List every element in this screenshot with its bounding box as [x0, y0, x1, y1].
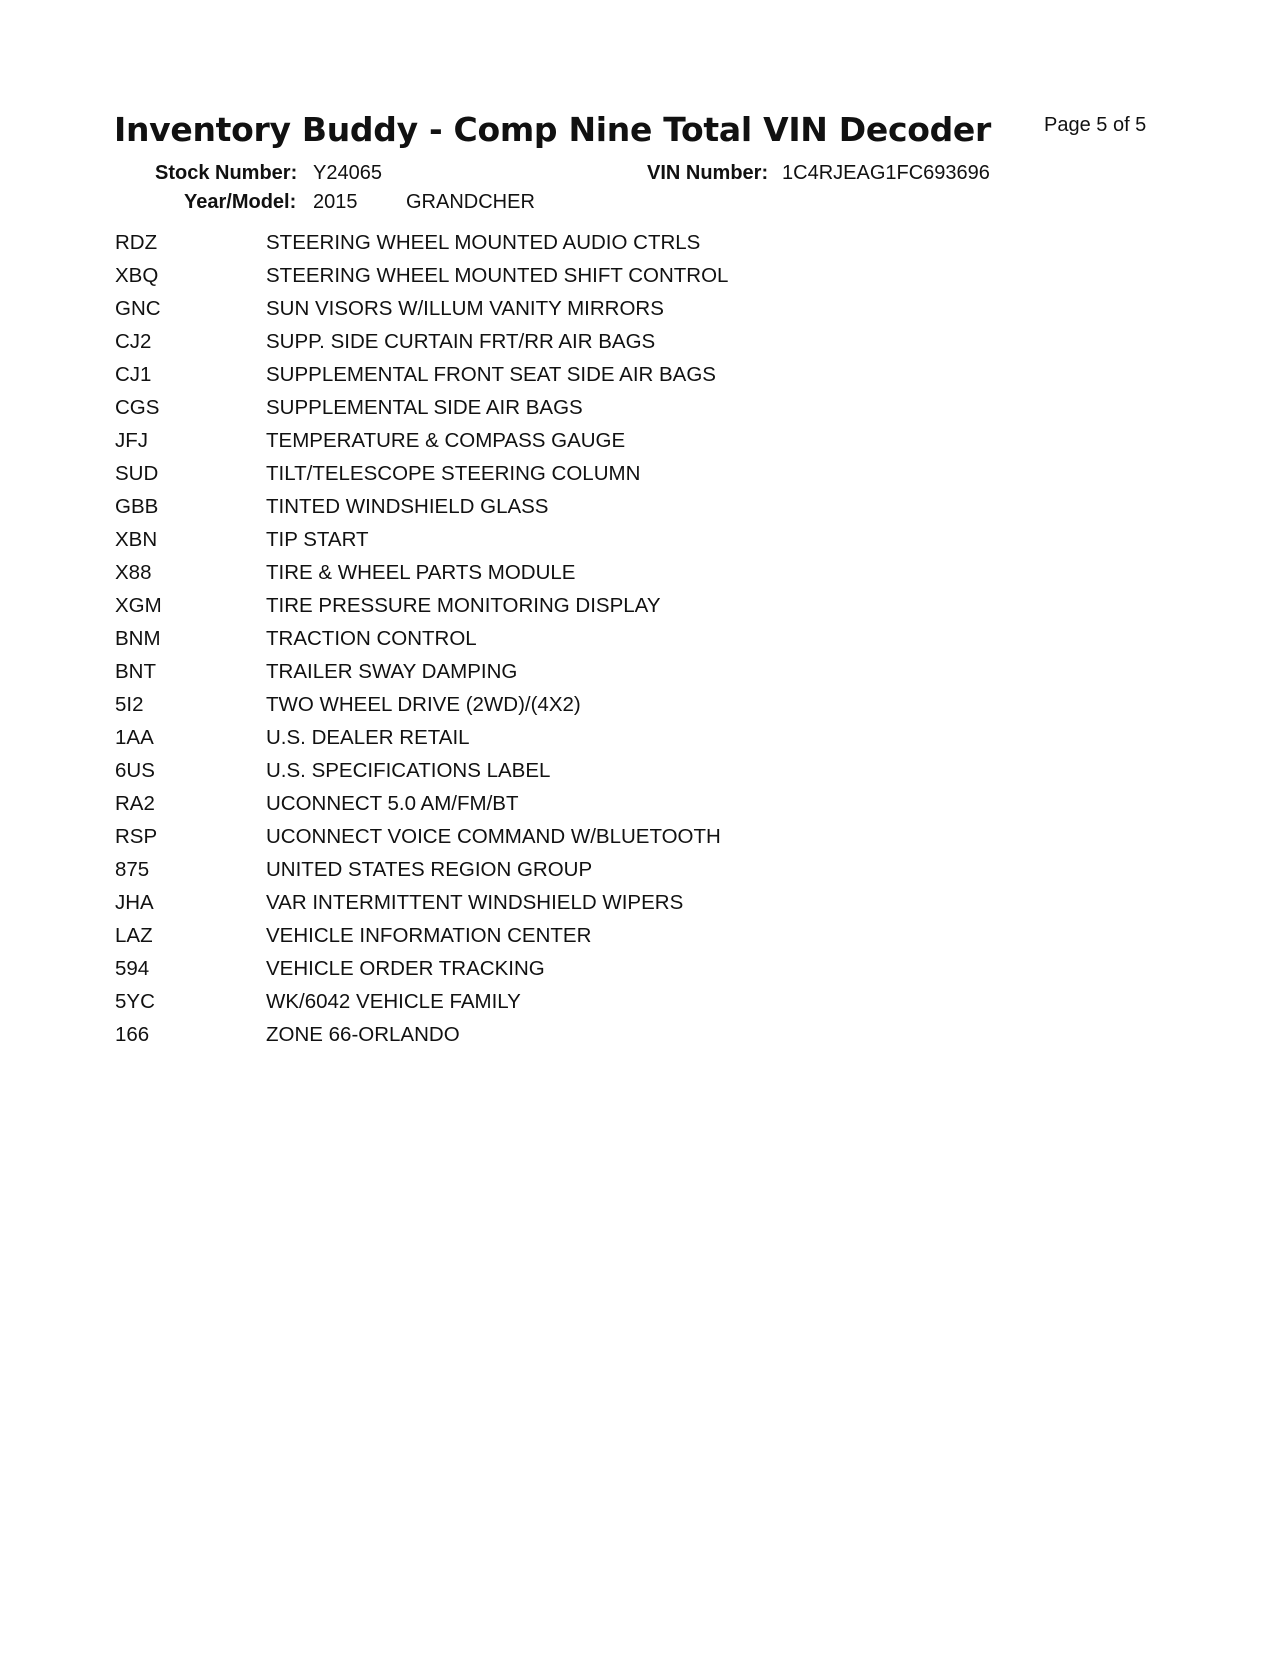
document-title: Inventory Buddy - Comp Nine Total VIN Decoder: [114, 110, 991, 149]
option-code: 594: [115, 957, 150, 980]
option-code: JHA: [115, 891, 154, 914]
option-code: X88: [115, 561, 152, 584]
option-description: UNITED STATES REGION GROUP: [266, 858, 593, 881]
option-description: WK/6042 VEHICLE FAMILY: [266, 990, 521, 1013]
option-code: RSP: [115, 825, 158, 848]
option-code: BNT: [115, 660, 156, 683]
option-code: 6US: [115, 759, 155, 782]
option-description: TILT/TELESCOPE STEERING COLUMN: [266, 462, 641, 485]
option-description: SUPP. SIDE CURTAIN FRT/RR AIR BAGS: [266, 330, 656, 353]
option-description: VEHICLE INFORMATION CENTER: [266, 924, 592, 947]
option-description: U.S. SPECIFICATIONS LABEL: [266, 759, 551, 782]
option-description: STEERING WHEEL MOUNTED SHIFT CONTROL: [266, 264, 729, 287]
option-code: BNM: [115, 627, 161, 650]
option-description: UCONNECT VOICE COMMAND W/BLUETOOTH: [266, 825, 721, 848]
option-code: GBB: [115, 495, 159, 518]
option-description: SUPPLEMENTAL FRONT SEAT SIDE AIR BAGS: [266, 363, 716, 386]
option-code: XBN: [115, 528, 158, 551]
stock-number-label: Stock Number:: [155, 162, 298, 184]
option-code: CJ1: [115, 363, 152, 386]
option-code: RDZ: [115, 231, 158, 254]
vin-number-value: 1C4RJEAG1FC693696: [782, 162, 990, 184]
option-code: RA2: [115, 792, 155, 815]
option-description: U.S. DEALER RETAIL: [266, 726, 470, 749]
option-code: XBQ: [115, 264, 159, 287]
option-code: CJ2: [115, 330, 152, 353]
option-code: 5I2: [115, 693, 144, 716]
option-description: UCONNECT 5.0 AM/FM/BT: [266, 792, 519, 815]
option-code: LAZ: [115, 924, 153, 947]
option-description: TIRE & WHEEL PARTS MODULE: [266, 561, 576, 584]
option-code: SUD: [115, 462, 159, 485]
stock-number-value: Y24065: [313, 162, 382, 184]
option-code: 166: [115, 1023, 150, 1046]
option-description: VEHICLE ORDER TRACKING: [266, 957, 545, 980]
year-value: 2015: [313, 191, 358, 213]
option-description: SUPPLEMENTAL SIDE AIR BAGS: [266, 396, 583, 419]
option-code: 5YC: [115, 990, 155, 1013]
option-description: ZONE 66-ORLANDO: [266, 1023, 460, 1046]
option-code: 1AA: [115, 726, 154, 749]
option-description: TRACTION CONTROL: [266, 627, 477, 650]
vin-number-label: VIN Number:: [647, 162, 769, 184]
option-description: STEERING WHEEL MOUNTED AUDIO CTRLS: [266, 231, 701, 254]
option-description: TIRE PRESSURE MONITORING DISPLAY: [266, 594, 661, 617]
option-code: XGM: [115, 594, 162, 617]
option-description: TEMPERATURE & COMPASS GAUGE: [266, 429, 626, 452]
option-description: SUN VISORS W/ILLUM VANITY MIRRORS: [266, 297, 664, 320]
option-description: VAR INTERMITTENT WINDSHIELD WIPERS: [266, 891, 684, 914]
option-description: TWO WHEEL DRIVE (2WD)/(4X2): [266, 693, 581, 716]
page-number: Page 5 of 5: [1044, 114, 1147, 136]
model-value: GRANDCHER: [406, 191, 535, 213]
option-description: TRAILER SWAY DAMPING: [266, 660, 518, 683]
option-description: TIP START: [266, 528, 369, 551]
option-code: GNC: [115, 297, 161, 320]
option-code: JFJ: [115, 429, 149, 452]
option-code: 875: [115, 858, 150, 881]
year-model-label: Year/Model:: [184, 191, 297, 213]
option-code: CGS: [115, 396, 160, 419]
option-description: TINTED WINDSHIELD GLASS: [266, 495, 549, 518]
